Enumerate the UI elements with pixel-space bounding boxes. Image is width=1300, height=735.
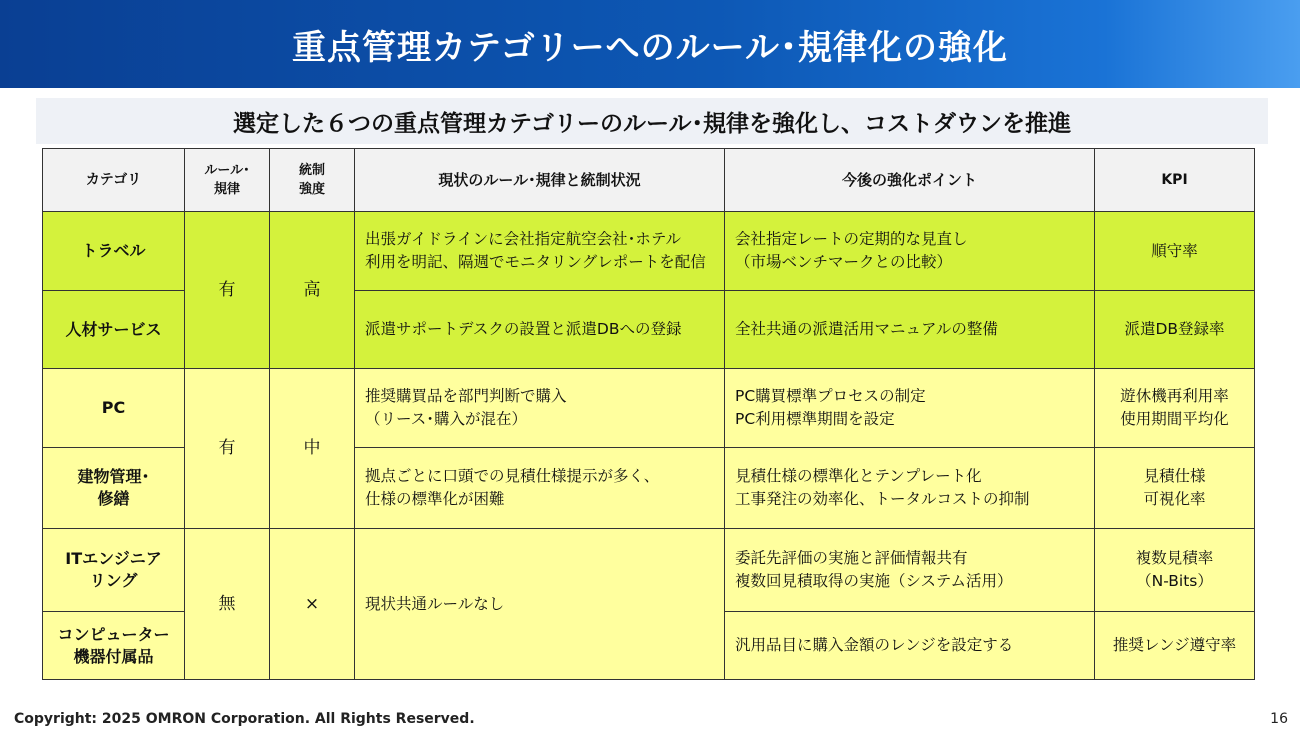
future-cell [725,448,1095,529]
category-label: ITエンジニア [65,549,162,568]
table-header-row [43,149,1255,212]
future-line: PC購買標準プロセスの制定 [735,387,926,405]
page-number: 16 [1270,711,1288,727]
kpi-line: 複数見積率 [1135,549,1214,567]
title-bar [0,0,1300,88]
category-label: 修繕 [97,489,130,508]
future-line: 見積仕様の標準化とテンプレート化 [735,467,982,485]
table-row [43,212,1255,291]
header-control-line2: 強度 [298,182,325,197]
header-rule-line1: ルール･ [204,163,250,178]
category-cell [43,369,185,448]
category-label: 建物管理･ [77,467,150,486]
category-table [42,148,1255,680]
current-line: 拠点ごとに口頭での見積仕様提示が多く、 [365,467,660,485]
kpi-line: 遊休機再利用率 [1120,387,1229,405]
header-rule [185,149,270,212]
future-line: 複数回見積取得の実施（システム活用） [735,572,1013,590]
rule-cell: 無 [185,529,270,680]
header-kpi: KPI [1095,149,1255,212]
category-label: リング [89,571,138,590]
kpi-line: 見積仕様 [1143,467,1206,485]
subtitle-text: 選定した６つの重点管理カテゴリーのルール･規律を強化し、コストダウンを推進 [232,110,1072,137]
future-cell [725,612,1095,680]
current-line: 派遣サポートデスクの設置と派遣DBへの登録 [365,320,682,338]
header-control [270,149,355,212]
control-cell: 中 [270,369,355,529]
header-current: 現状のルール･規律と統制状況 [355,149,725,212]
future-cell [725,291,1095,369]
kpi-line: 派遣DB登録率 [1124,320,1225,338]
current-line: 仕様の標準化が困難 [365,490,505,508]
header-control-line1: 統制 [298,163,325,178]
future-line: 委託先評価の実施と評価情報共有 [735,549,968,567]
header-category: カテゴリ [43,149,185,212]
current-cell [355,212,725,291]
kpi-line: （N-Bits） [1136,572,1213,590]
table-row [43,529,1255,612]
header-future: 今後の強化ポイント [725,149,1095,212]
future-line: PC利用標準期間を設定 [735,410,895,428]
current-line: （リース･購入が混在） [365,410,527,428]
category-cell [43,291,185,369]
current-cell [355,369,725,448]
current-cell [355,529,725,680]
kpi-line: 使用期間平均化 [1120,410,1229,428]
category-cell [43,529,185,612]
category-label: 機器付属品 [73,646,154,666]
kpi-cell [1095,529,1255,612]
current-line: 推奨購買品を部門判断で購入 [365,387,567,405]
category-label: コンピューター [57,624,170,644]
rule-cell: 有 [185,212,270,369]
kpi-line: 可視化率 [1143,490,1206,508]
category-label: トラベル [81,241,146,260]
category-label: PC [101,398,126,417]
future-line: （市場ベンチマークとの比較） [735,253,953,271]
category-label: 人材サービス [65,319,162,339]
category-cell [43,448,185,529]
kpi-cell [1095,369,1255,448]
category-cell [43,212,185,291]
control-cell: × [270,529,355,680]
control-cell: 高 [270,212,355,369]
kpi-cell [1095,212,1255,291]
header-rule-line2: 規律 [213,182,240,197]
copyright-footer: Copyright: 2025 OMRON Corporation. All Rights Reserved. [14,711,475,727]
kpi-cell [1095,612,1255,680]
current-line: 利用を明記、隔週でモニタリングレポートを配信 [365,253,706,271]
future-line: 工事発注の効率化、トータルコストの抑制 [735,490,1030,508]
future-line: 会社指定レートの定期的な見直し [735,230,968,248]
future-cell [725,212,1095,291]
current-cell [355,291,725,369]
future-cell [725,529,1095,612]
current-line: 出張ガイドラインに会社指定航空会社･ホテル [365,230,682,248]
kpi-cell [1095,448,1255,529]
current-line: 現状共通ルールなし [365,594,505,613]
rule-cell: 有 [185,369,270,529]
future-line: 全社共通の派遣活用マニュアルの整備 [735,320,998,338]
subtitle-banner [36,98,1268,144]
kpi-line: 推奨レンジ遵守率 [1112,636,1237,654]
future-cell [725,369,1095,448]
table-row [43,369,1255,448]
category-cell [43,612,185,680]
future-line: 汎用品目に購入金額のレンジを設定する [735,636,1014,654]
kpi-cell [1095,291,1255,369]
page-title: 重点管理カテゴリーへのルール･規律化の強化 [292,27,1008,68]
current-cell [355,448,725,529]
kpi-line: 順守率 [1151,241,1198,260]
